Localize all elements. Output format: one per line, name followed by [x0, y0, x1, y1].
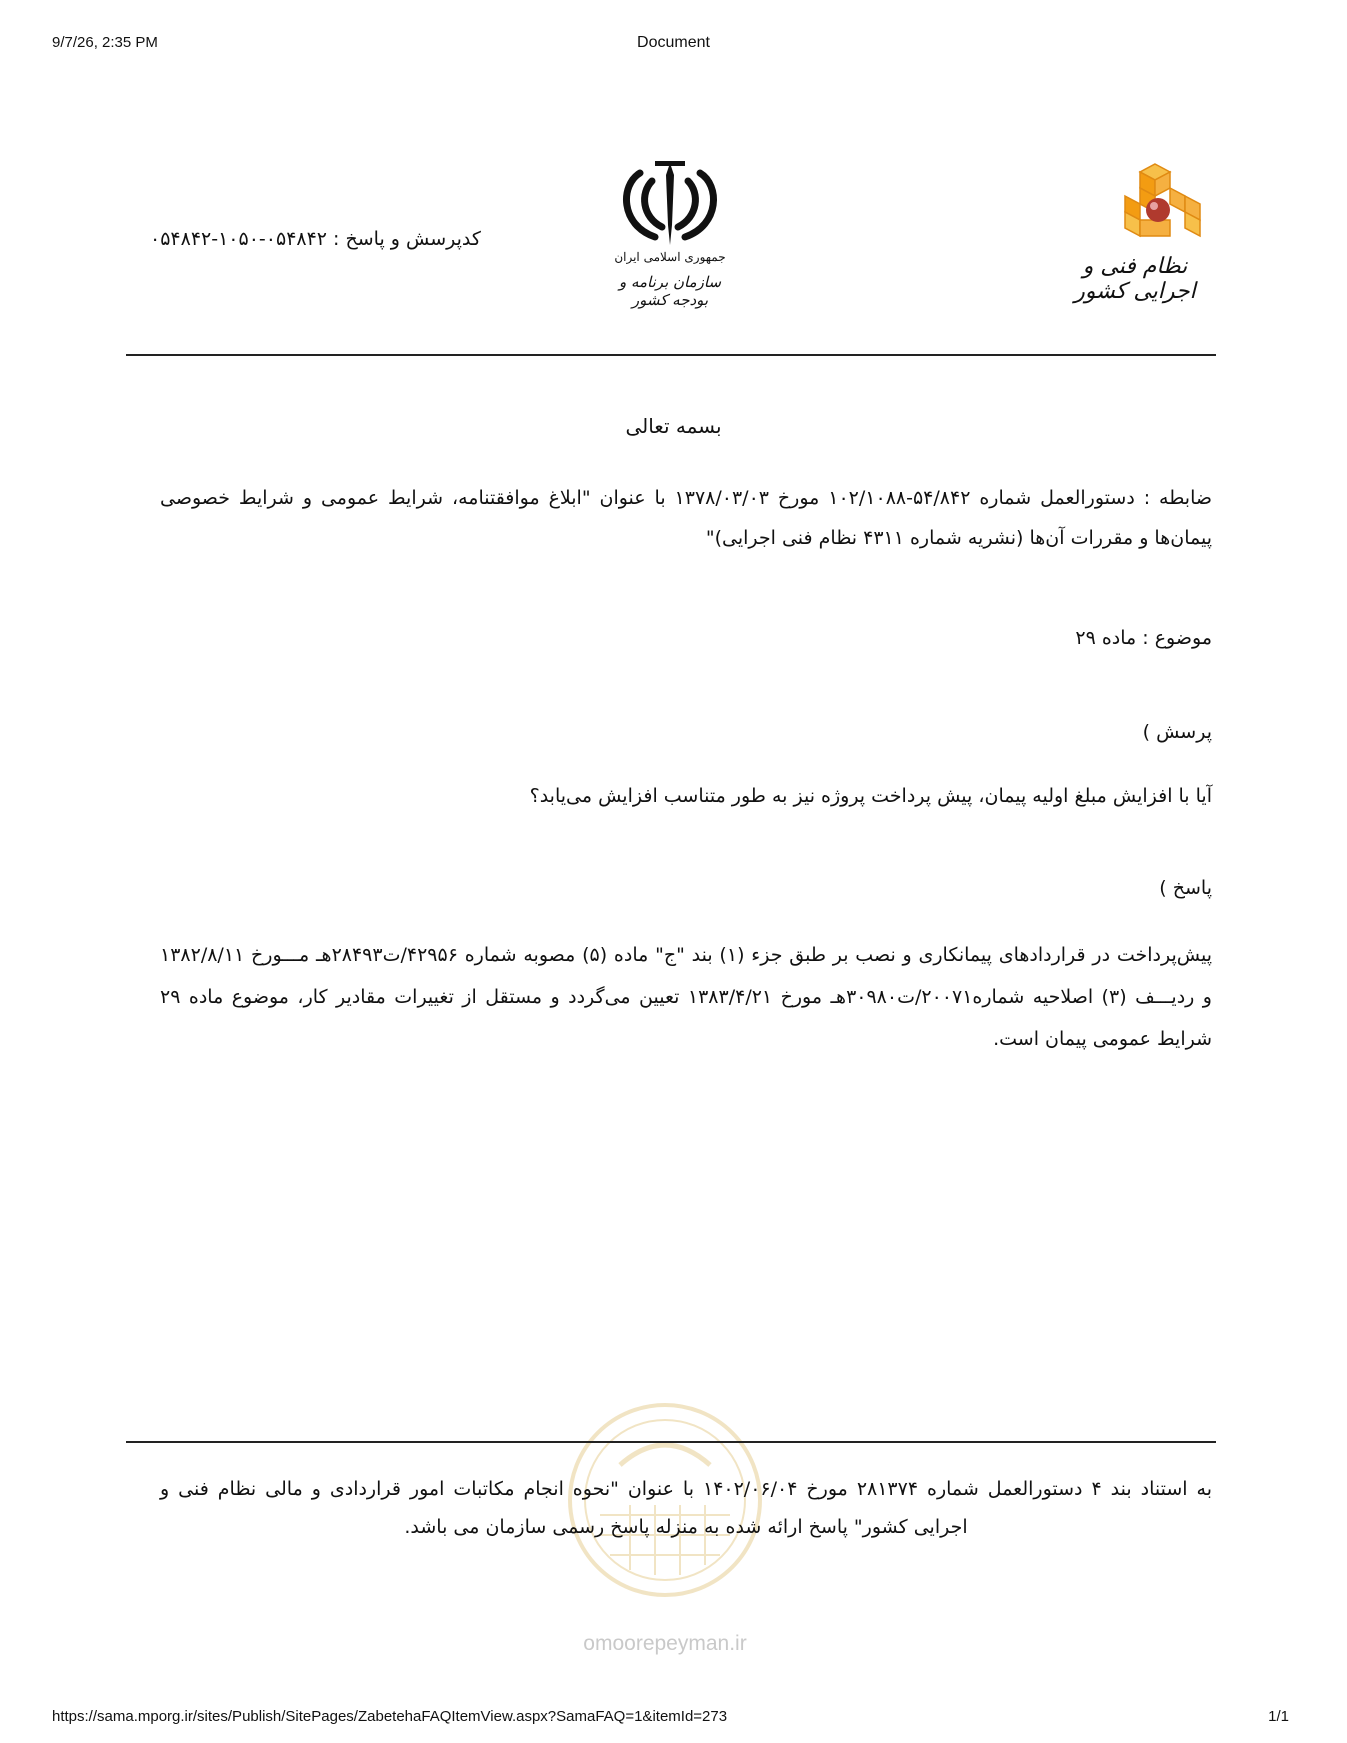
header-divider: [126, 354, 1216, 356]
emblem-caption-org: سازمان برنامه و بودجه کشور: [618, 273, 722, 309]
technical-system-logo: [1060, 162, 1210, 312]
emblem-caption-country: جمهوری اسلامی ایران: [614, 250, 726, 264]
question-text: آیا با افزایش مبلغ اولیه پیمان، پیش پرداخت پروژه نیز به طور متناسب افزایش می‌یابد؟: [529, 785, 1212, 807]
iran-emblem: [600, 155, 740, 315]
subject-line: موضوع : ماده ۲۹: [1075, 627, 1212, 649]
print-datetime: 9/7/26, 2:35 PM: [52, 34, 158, 51]
print-title: Document: [637, 34, 710, 51]
footer-note: به استناد بند ۴ دستورالعمل شماره ۲۸۱۳۷۴ مورخ ۱۴۰۲/۰۶/۰۴ با عنوان "نحوه انجام مکاتبات امور قراردادی و مالی نظام فنی و اجرایی کشور" پاسخ ارائه شده به منزله پاسخ رسمی سازمان می باشد.: [160, 1478, 1213, 1538]
watermark-text: omoorepeyman.ir: [583, 1632, 747, 1655]
answer-text: پیش‌پرداخت در قراردادهای پیمانکاری و نصب بر طبق جزء (۱) بند "ج" ماده (۵) مصوبه شماره ۴۲۹۵۶/ت۲۸۴۹۳هـ مـــورخ ۱۳۸۲/۸/۱۱ و ردیـــف (۳) اصلاحیه شماره۲۰۰۷۱/ت۳۰۹۸۰هـ مورخ ۱۳۸۳/۴/۲۱ تعیین می‌گردد و مستقل از تغییرات مقادیر کار، موضوع ماده ۲۹ شرایط عمومی پیمان است.: [160, 944, 1212, 1050]
emblem-icon: [600, 155, 740, 250]
print-page-number: 1/1: [1268, 1708, 1289, 1725]
cube-logo-icon: [1060, 162, 1210, 252]
basmala: بسمه تعالی: [625, 414, 722, 438]
zabete-reference: ضابطه : دستورالعمل شماره ۵۴/۸۴۲-۱۰۲/۱۰۸۸ مورخ ۱۳۷۸/۰۳/۰۳ با عنوان "ابلاغ موافقتنامه، شرایط عمومی و شرایط خصوصی پیمان‌ها و مقررات آن‌ها (نشریه شماره ۴۳۱۱ نظام فنی اجرایی)": [160, 487, 1213, 549]
question-heading: پرسش ): [1142, 721, 1212, 743]
logo-caption: نظام فنی و اجرایی کشور: [1074, 254, 1196, 304]
answer-heading: پاسخ ): [1159, 877, 1212, 899]
print-url: https://sama.mporg.ir/sites/Publish/SitePages/ZabetehaFAQItemView.aspx?SamaFAQ=1&itemId=273: [52, 1708, 728, 1725]
footer-divider: [126, 1441, 1216, 1443]
faq-code: کدپرسش و پاسخ : ۰۵۴۸۴۲-۱۰۵۰-۰۵۴۸۴۲: [150, 228, 481, 250]
